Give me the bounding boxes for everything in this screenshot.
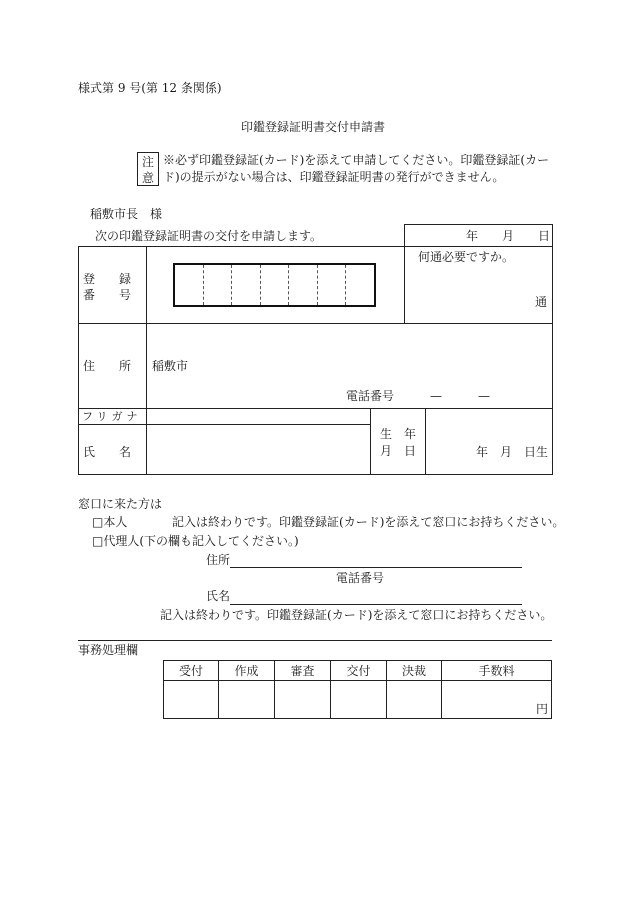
proxy-address-label: 住所 [206,553,231,567]
registration-digit-field[interactable] [261,265,290,305]
birth-date-field[interactable] [425,408,553,475]
birth-date-label-line1: 生 年 [380,427,417,441]
proxy-phone-label: 電話番号 [336,571,385,585]
application-date-cell[interactable] [404,224,553,247]
request-statement: 次の印鑑登録証明書の交付を申請します。 [95,229,323,243]
office-stamp-cell[interactable] [164,681,219,719]
birth-date-label-line2: 月 日 [380,444,417,458]
fee-unit: 円 [535,702,548,716]
office-use-heading: 事務処理欄 [78,643,139,657]
proxy-label: 代理人(下の欄も記入してください。) [103,534,299,548]
office-stamp-cell[interactable] [387,681,442,719]
registration-number-cell [146,246,405,324]
registration-number-box [173,263,376,307]
office-header-row [164,661,552,681]
form-number: 様式第 9 号(第 12 条関係) [78,81,222,95]
notice-label-line2: 意 [142,171,155,185]
name-label: 氏 名 [83,445,132,459]
proxy-name-label: 氏名 [206,589,231,603]
office-column-header: 決裁 [387,661,442,681]
address-field[interactable] [146,323,553,409]
copies-unit: 通 [535,295,548,309]
address-label: 住 所 [83,359,132,373]
notice-text-line2: ド)の提示がない場合は、印鑑登録証明書の発行ができません。 [163,170,505,184]
registration-digit-field[interactable] [289,265,318,305]
office-column-header: 審査 [275,661,331,681]
registration-number-label-line1: 登 録 [83,272,132,286]
proxy-name-line[interactable] [230,604,522,605]
registration-digit-field[interactable] [318,265,347,305]
address-label-cell [78,323,147,409]
name-label-cell [78,424,147,475]
phone-dash: — [430,389,442,403]
copies-cell[interactable] [404,246,553,324]
phone-dash: — [478,389,490,403]
notice-label-box [137,152,159,186]
furigana-label-cell [78,408,147,425]
office-column-header: 交付 [331,661,387,681]
registration-number-label-cell [78,246,147,324]
application-date-format: 年 月 日 [466,229,551,243]
registration-digit-field[interactable] [232,265,261,305]
addressee: 稲敷市長 様 [90,207,163,221]
name-field[interactable] [146,424,371,475]
furigana-label: フリガナ [82,410,142,423]
notice-label-line1: 注 [142,155,155,169]
address-prefilled-city: 稲敷市 [152,359,189,373]
self-label: 本人 [103,515,128,529]
counter-visit-heading: 窓口に来た方は [78,497,163,511]
office-column-header: 受付 [164,661,219,681]
office-use-table [163,660,552,719]
self-checkbox[interactable]: □ [92,515,104,529]
office-stamp-row [164,681,552,719]
registration-digit-field[interactable] [346,265,374,305]
phone-label: 電話番号 [346,389,395,403]
self-instruction: 記入は終わりです。印鑑登録証(カード)を添えて窓口にお持ちください。 [172,515,565,529]
fee-cell[interactable] [442,681,552,719]
office-stamp-cell[interactable] [275,681,331,719]
proxy-checkbox[interactable]: □ [92,534,104,548]
office-stamp-cell[interactable] [331,681,387,719]
proxy-option [92,535,299,547]
furigana-field[interactable] [146,408,371,425]
proxy-instruction: 記入は終わりです。印鑑登録証(カード)を添えて窓口にお持ちください。 [160,608,553,622]
section-divider [78,640,552,641]
registration-digit-field[interactable] [175,265,204,305]
proxy-address-line[interactable] [230,567,522,568]
form-title: 印鑑登録証明書交付申請書 [241,120,386,134]
notice-text-line1: ※必ず印鑑登録証(カード)を添えて申請してください。印鑑登録証(カー [163,153,550,167]
registration-number-label-line2: 番 号 [83,288,132,302]
office-column-header: 手数料 [442,661,552,681]
copies-question: 何通必要ですか。 [418,250,515,264]
birth-date-format: 年 月 日生 [476,445,549,459]
self-option [92,516,127,528]
birth-date-label-cell [370,408,426,475]
office-stamp-cell[interactable] [219,681,275,719]
registration-digit-field[interactable] [204,265,233,305]
office-column-header: 作成 [219,661,275,681]
